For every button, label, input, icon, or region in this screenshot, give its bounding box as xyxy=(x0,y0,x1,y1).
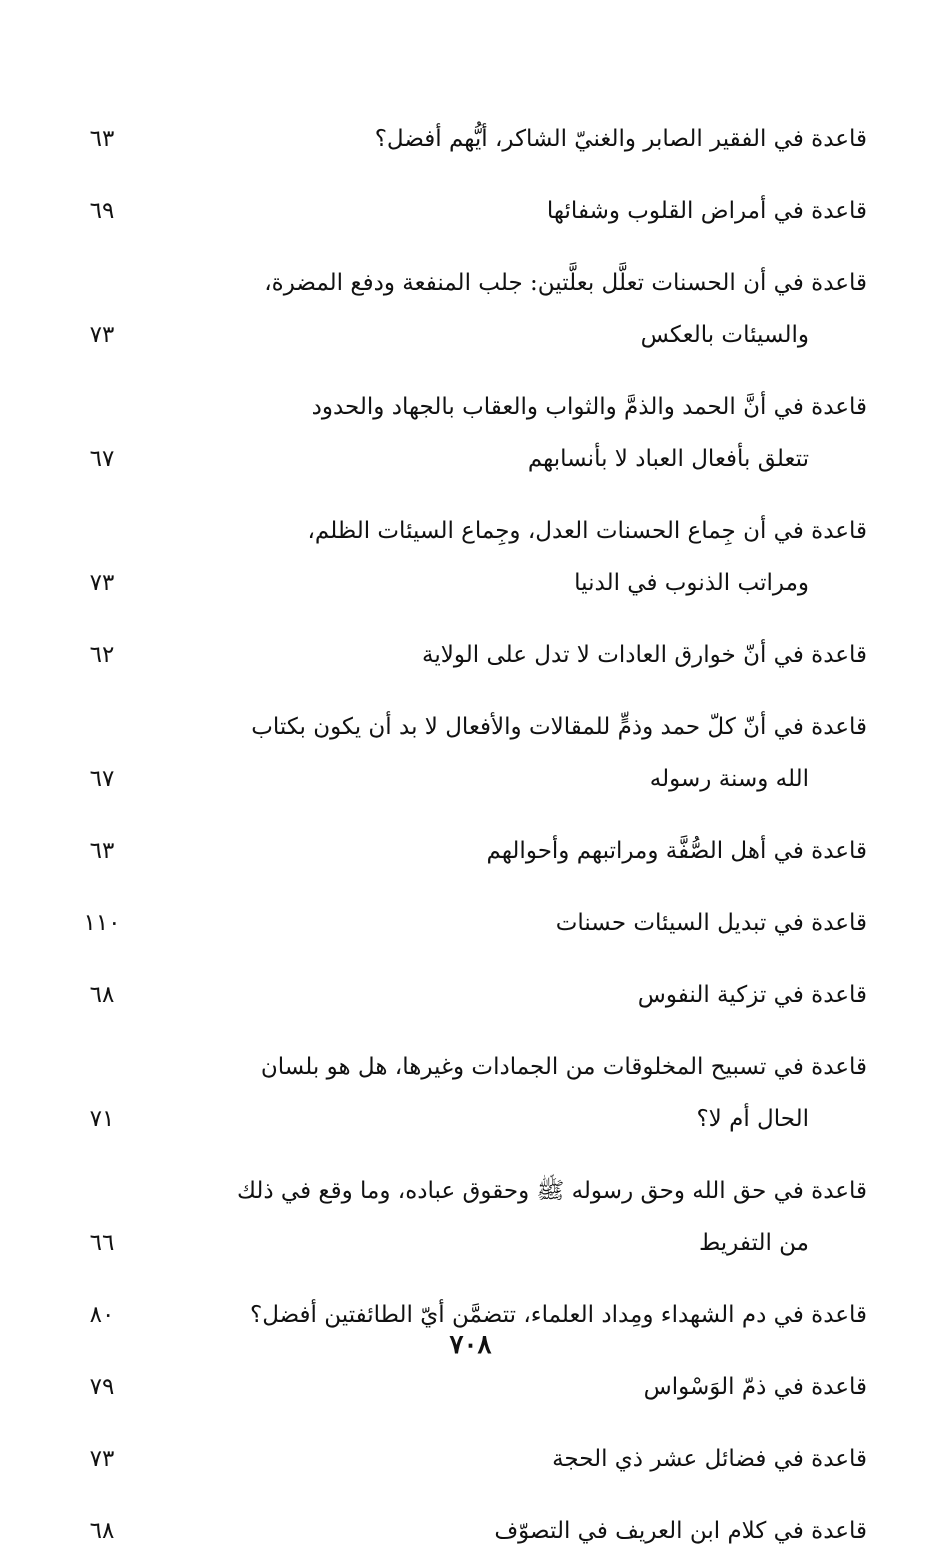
toc-entry-title xyxy=(217,1505,867,1557)
toc-entry-line: قاعدة في تبديل السيئات حسنات xyxy=(555,910,867,936)
toc-entry-page-number: ٧٣ xyxy=(89,570,115,596)
toc-entry-line: قاعدة في كلام ابن العريف في التصوّف xyxy=(494,1518,867,1544)
toc-entry-page-number: ١١٠ xyxy=(83,910,121,936)
toc-entry xyxy=(72,1041,867,1145)
toc-entry xyxy=(72,1165,867,1269)
toc-entry-title xyxy=(217,701,867,805)
toc-entry-page-number: ٧٣ xyxy=(89,322,115,348)
toc-entry-title xyxy=(217,185,867,237)
toc-entry-line: قاعدة في دم الشهداء ومِداد العلماء، تتضمَّن أيّ الطائفتين أفضل؟ xyxy=(249,1302,867,1328)
toc-entry xyxy=(72,897,867,949)
toc-entry xyxy=(72,185,867,237)
toc-entry-title xyxy=(217,825,867,877)
toc-entry-page-number: ٧١ xyxy=(89,1106,115,1132)
toc-entry-line: قاعدة في الفقير الصابر والغنيّ الشاكر، أيُّهم أفضل؟ xyxy=(374,126,867,152)
toc-entry xyxy=(72,113,867,165)
toc-entry-page-number: ٦٨ xyxy=(89,982,115,1008)
toc-entry-page-number: ٦٦ xyxy=(89,1230,115,1256)
toc-entry xyxy=(72,1433,867,1485)
toc-entry-line: قاعدة في أن الحسنات تعلَّل بعلَّتين: جلب المنفعة ودفع المضرة، xyxy=(264,270,867,296)
toc-entry-line: قاعدة في أن جِماع الحسنات العدل، وجِماع السيئات الظلم، xyxy=(307,518,867,544)
toc-entry-line: قاعدة في أهل الصُّفَّة ومراتبهم وأحوالهم xyxy=(486,838,867,864)
toc-entry-title xyxy=(217,257,867,361)
toc-entry-title xyxy=(217,113,867,165)
toc-entry xyxy=(72,1505,867,1557)
toc-entry xyxy=(72,257,867,361)
toc-entry-page-number: ٨٠ xyxy=(89,1302,115,1328)
toc-entry-page-number: ٦٢ xyxy=(89,642,115,668)
toc-entry-continuation-line: والسيئات بالعكس xyxy=(640,322,809,348)
toc-entry-title xyxy=(217,1361,867,1413)
toc-entry-page-number: ٦٧ xyxy=(89,446,115,472)
toc-entry-page-number: ٦٧ xyxy=(89,766,115,792)
toc-entry xyxy=(72,629,867,681)
toc-entry-continuation-line: الله وسنة رسوله xyxy=(649,766,809,792)
toc-entry-page-number: ٧٩ xyxy=(89,1374,115,1400)
toc-entry-continuation-line: ومراتب الذنوب في الدنيا xyxy=(574,570,809,596)
toc-entry-continuation-line: من التفريط xyxy=(698,1230,809,1256)
toc-entry-page-number: ٦٣ xyxy=(89,126,115,152)
toc-entry-continuation-line: الحال أم لا؟ xyxy=(696,1106,809,1132)
toc-entry-line: قاعدة في فضائل عشر ذي الحجة xyxy=(552,1446,867,1472)
page-number: ٧٠٨ xyxy=(449,1330,492,1360)
toc-entry-line: قاعدة في أنّ خوارق العادات لا تدل على الولاية xyxy=(422,642,867,668)
toc-entry-page-number: ٦٣ xyxy=(89,838,115,864)
toc-entry-line: قاعدة في تسبيح المخلوقات من الجمادات وغيرها، هل هو بلسان xyxy=(260,1054,867,1080)
toc-entry-line: قاعدة في تزكية النفوس xyxy=(637,982,867,1008)
toc-entry-title xyxy=(217,897,867,949)
toc-entry-title xyxy=(217,969,867,1021)
toc-entry-title xyxy=(217,505,867,609)
toc-entry xyxy=(72,825,867,877)
toc-entry-title xyxy=(217,1041,867,1145)
toc-entry-line: قاعدة في أنّ كلّ حمد وذمٍّ للمقالات والأفعال لا بد أن يكون بكتاب xyxy=(251,714,867,740)
toc-entry-page-number: ٦٨ xyxy=(89,1518,115,1544)
toc-entry xyxy=(72,1361,867,1413)
toc-entry-title xyxy=(217,1165,867,1269)
toc-entry-title xyxy=(217,629,867,681)
toc-entry xyxy=(72,505,867,609)
toc-entry-line: قاعدة في ذمّ الوَسْواس xyxy=(643,1374,867,1400)
toc-entry xyxy=(72,381,867,485)
toc-entry-page-number: ٧٣ xyxy=(89,1446,115,1472)
toc-entry-line: قاعدة في أمراض القلوب وشفائها xyxy=(546,198,867,224)
toc-entry xyxy=(72,969,867,1021)
toc-entry-title xyxy=(217,1433,867,1485)
toc-entry-title xyxy=(217,381,867,485)
toc-entry-line: قاعدة في حق الله وحق رسوله ﷺ وحقوق عباده، وما وقع في ذلك xyxy=(236,1178,867,1204)
toc-entry-continuation-line: تتعلق بأفعال العباد لا بأنسابهم xyxy=(527,446,809,472)
toc-entry-line: قاعدة في أنَّ الحمد والذمَّ والثواب والعقاب بالجهاد والحدود xyxy=(311,394,867,420)
toc-entry xyxy=(72,701,867,805)
toc-entry-page-number: ٦٩ xyxy=(89,198,115,224)
